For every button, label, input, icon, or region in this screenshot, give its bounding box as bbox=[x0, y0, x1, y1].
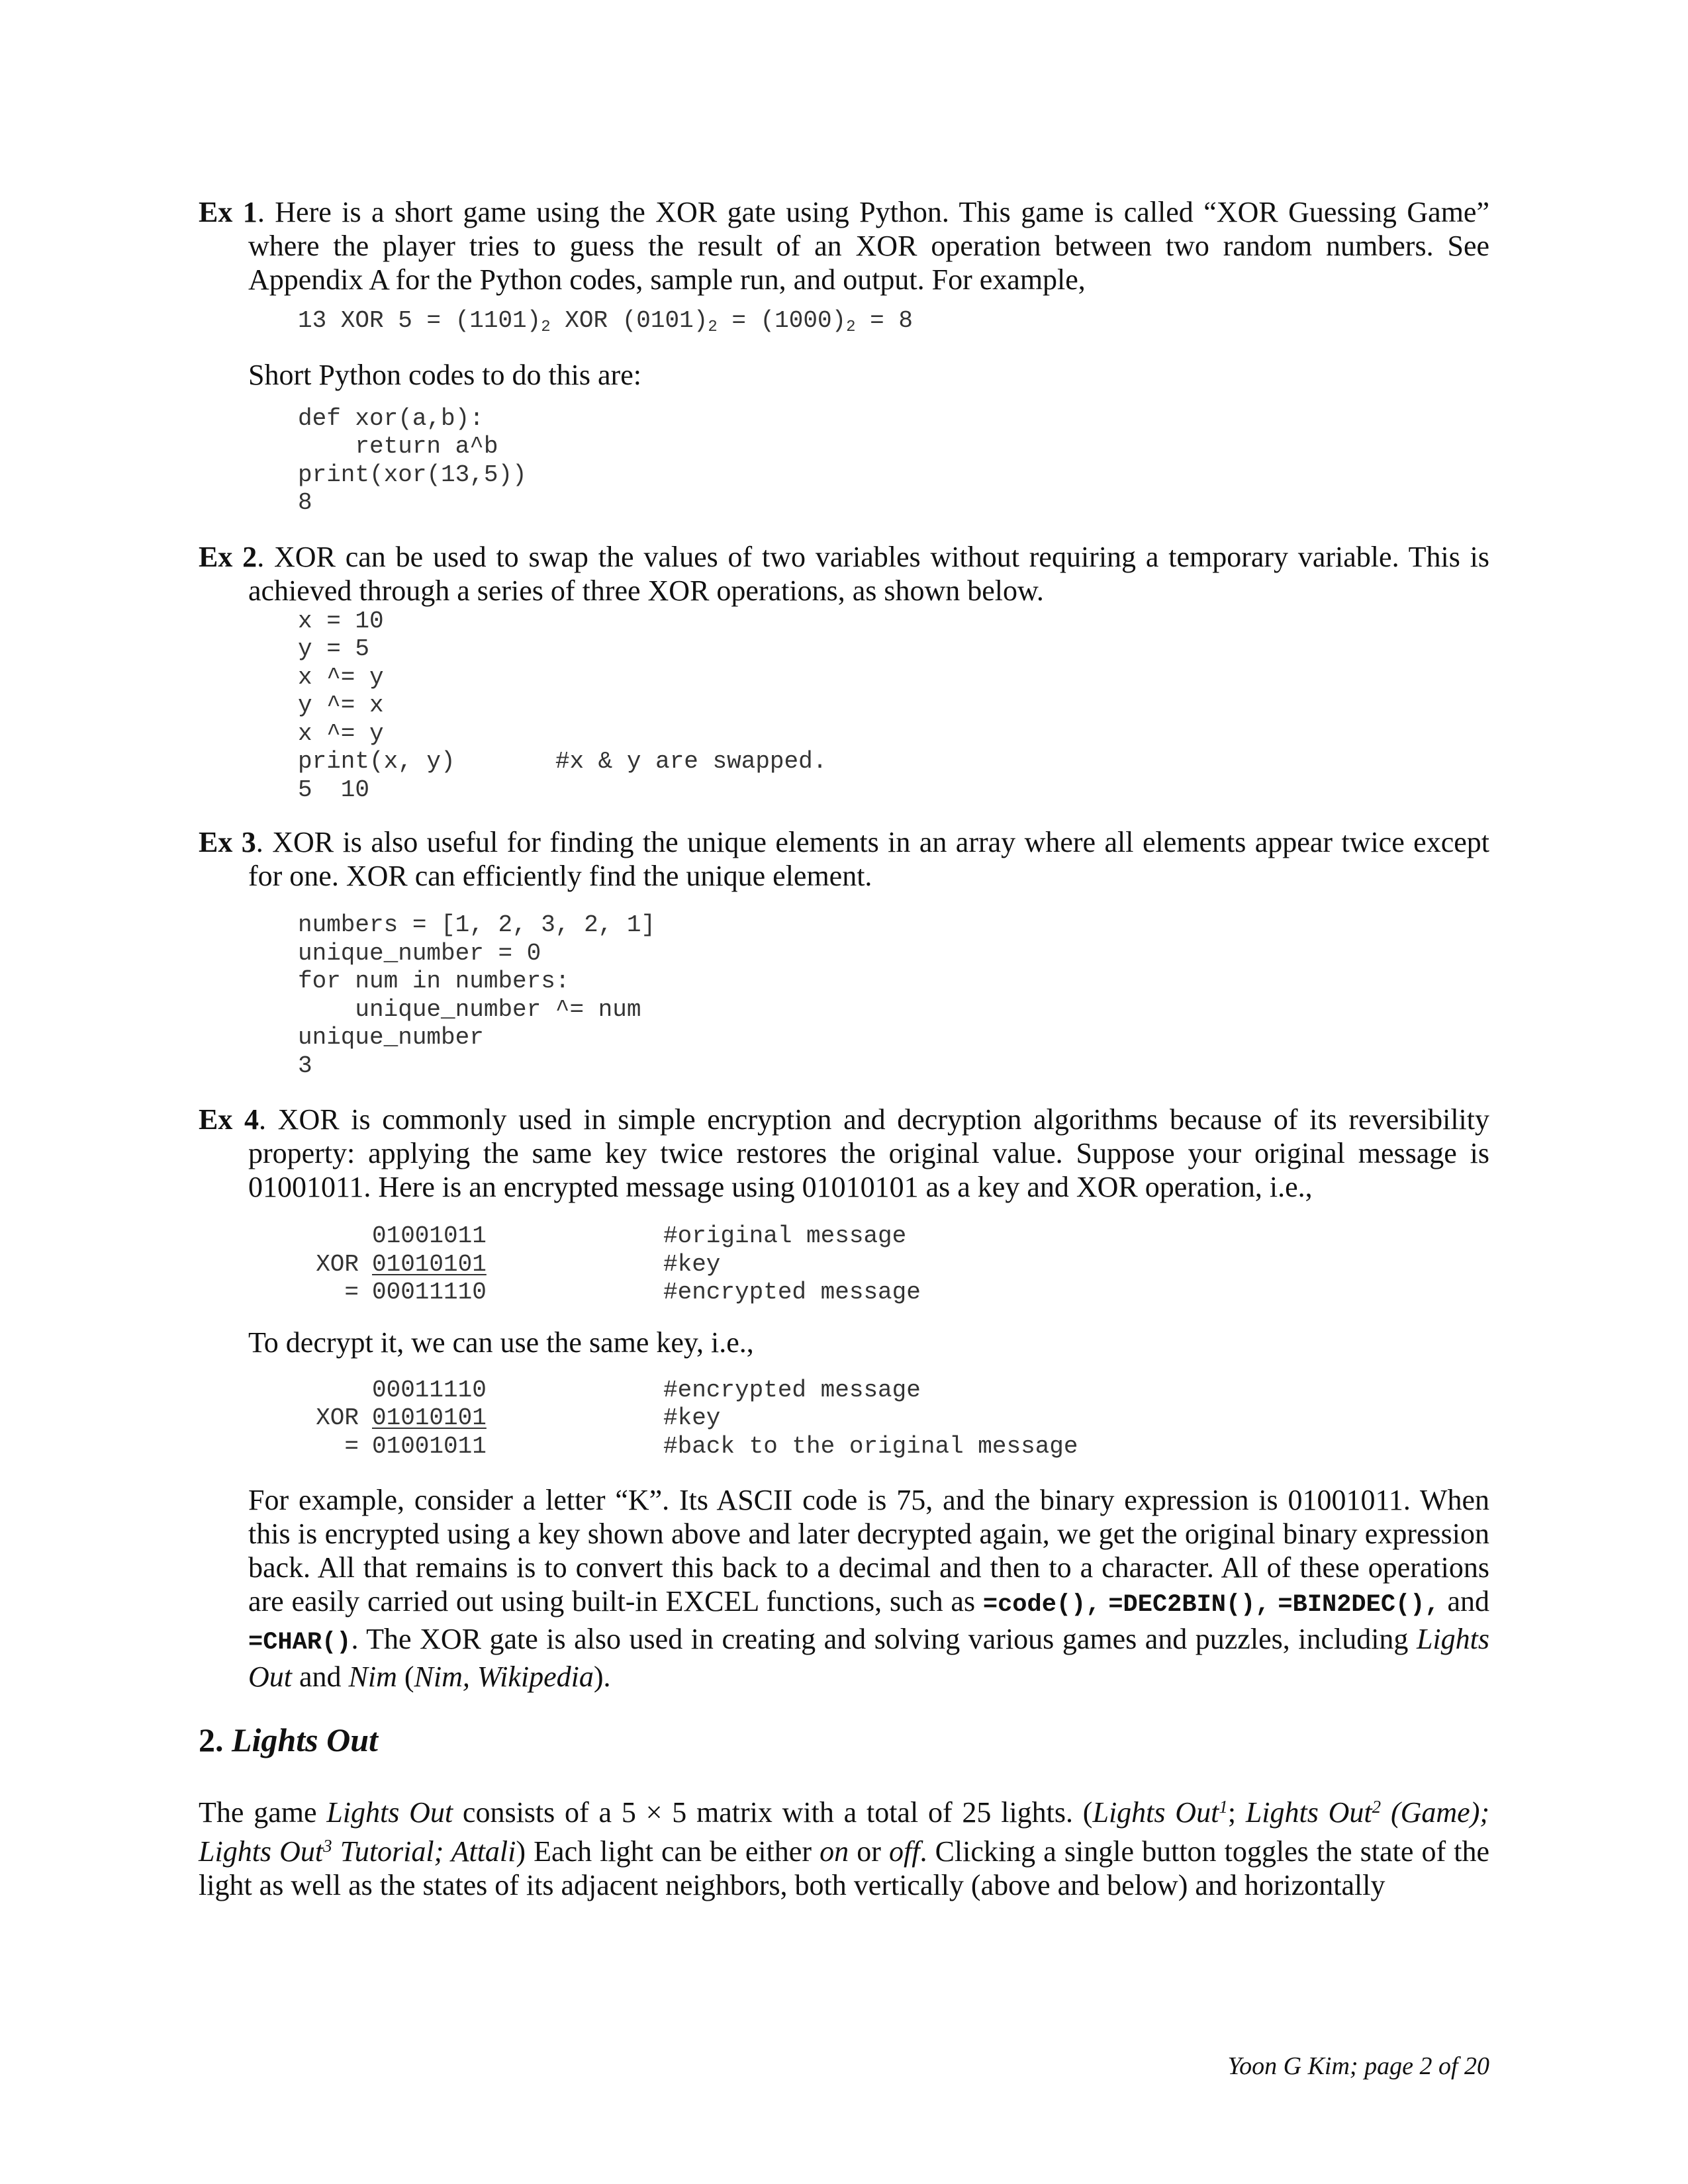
ex1-xor-expression: 13 XOR $5 = (1101)_2$ XOR $(0101)_2 = (1000)_2 = 8$ bbox=[298, 307, 913, 336]
ex2-paragraph bbox=[199, 540, 1489, 608]
page-footer: Yoon G Kim; page 2 of 20 bbox=[1227, 2052, 1489, 2080]
ex2-text: . XOR can be used to swap the values of two variables without requiring a temporary variable. This is achieved through a series of three XOR operations, as shown below. bbox=[248, 540, 1489, 607]
decrypt-calculation: 00011110 #encrypted message XOR 01010101 #key = 01001011 #back to the original message bbox=[316, 1376, 1078, 1460]
original-message-value: 01001011 bbox=[372, 1222, 487, 1250]
encrypted-message-value: 00011110 bbox=[372, 1279, 487, 1306]
ex3-label: Ex 3 bbox=[199, 826, 256, 858]
ex1-code-block: def xor(a,b): return a^b print(xor(13,5)) 8 bbox=[298, 404, 527, 516]
ex1-label: Ex 1 bbox=[199, 196, 258, 228]
document-page bbox=[199, 195, 1489, 1902]
encrypt-calculation: 01001011 #original message XOR 01010101 #key = 00011110 #encrypted message bbox=[316, 1222, 921, 1306]
ex3-paragraph bbox=[199, 825, 1489, 893]
ex4-paragraph bbox=[199, 1103, 1489, 1204]
key-value: 01010101 bbox=[372, 1250, 487, 1278]
section-heading-lights-out: 2. Lights Out bbox=[199, 1721, 378, 1758]
ex2-label: Ex 2 bbox=[199, 540, 258, 573]
ex1-short-codes-text: Short Python codes to do this are: bbox=[248, 358, 641, 391]
ex1-text: . Here is a short game using the XOR gate using Python. This game is called “XOR Guessing Game” where the player tries to guess the result of an XOR operation between two random numbers. See Appendix A for the Python codes, sample run, and output. For example, bbox=[248, 196, 1489, 296]
ex3-code-block: numbers = [1, 2, 3, 2, 1] unique_number = 0 for num in numbers: unique_number ^= num unique_number 3 bbox=[298, 911, 656, 1079]
ascii-example-paragraph: For example, consider a letter “K”. Its ASCII code is 75, and the binary expression is 01001011. When this is encrypted using a key shown above and later decrypted again, we get the original binary expression back. All that remains is to convert this back to a decimal and then to a character. All of these operations are easily carried out using built-in EXCEL functions, such as =code(), =DEC2BIN(), =BIN2DEC(), and =CHAR(). The XOR gate is also used in creating and solving various games and puzzles, including Lights Out and Nim (Nim, Wikipedia). bbox=[248, 1484, 1489, 1693]
ex1-paragraph bbox=[199, 195, 1489, 296]
ex2-code-block: x = 10 y = 5 x ^= y y ^= x x ^= y print(x, y) #x & y are swapped. 5 10 bbox=[298, 607, 827, 803]
decrypt-intro-text: To decrypt it, we can use the same key, i.e., bbox=[248, 1326, 754, 1359]
lights-out-paragraph: The game Lights Out consists of a 5 × 5 matrix with a total of 25 lights. (Lights Out$^1$; Lights Out$^2$ (Game); Lights Out$^3$ Tutorial; Attali) Each light can be either on or off. Clicking a single button toggles the state of the light as well as the states of its adjacent neighbors, both vertically (above and below) and horizontally bbox=[199, 1796, 1490, 1901]
ex4-label: Ex 4 bbox=[199, 1103, 259, 1136]
ex4-text: . XOR is commonly used in simple encryption and decryption algorithms because of its reversibility property: applying the same key twice restores the original value. Suppose your original message is 01001011. Here is an encrypted message using 01010101 as a key and XOR operation, i.e., bbox=[248, 1103, 1489, 1203]
ex3-text: . XOR is also useful for finding the unique elements in an array where all elements appear twice except for one. XOR can efficiently find the unique element. bbox=[248, 826, 1489, 892]
